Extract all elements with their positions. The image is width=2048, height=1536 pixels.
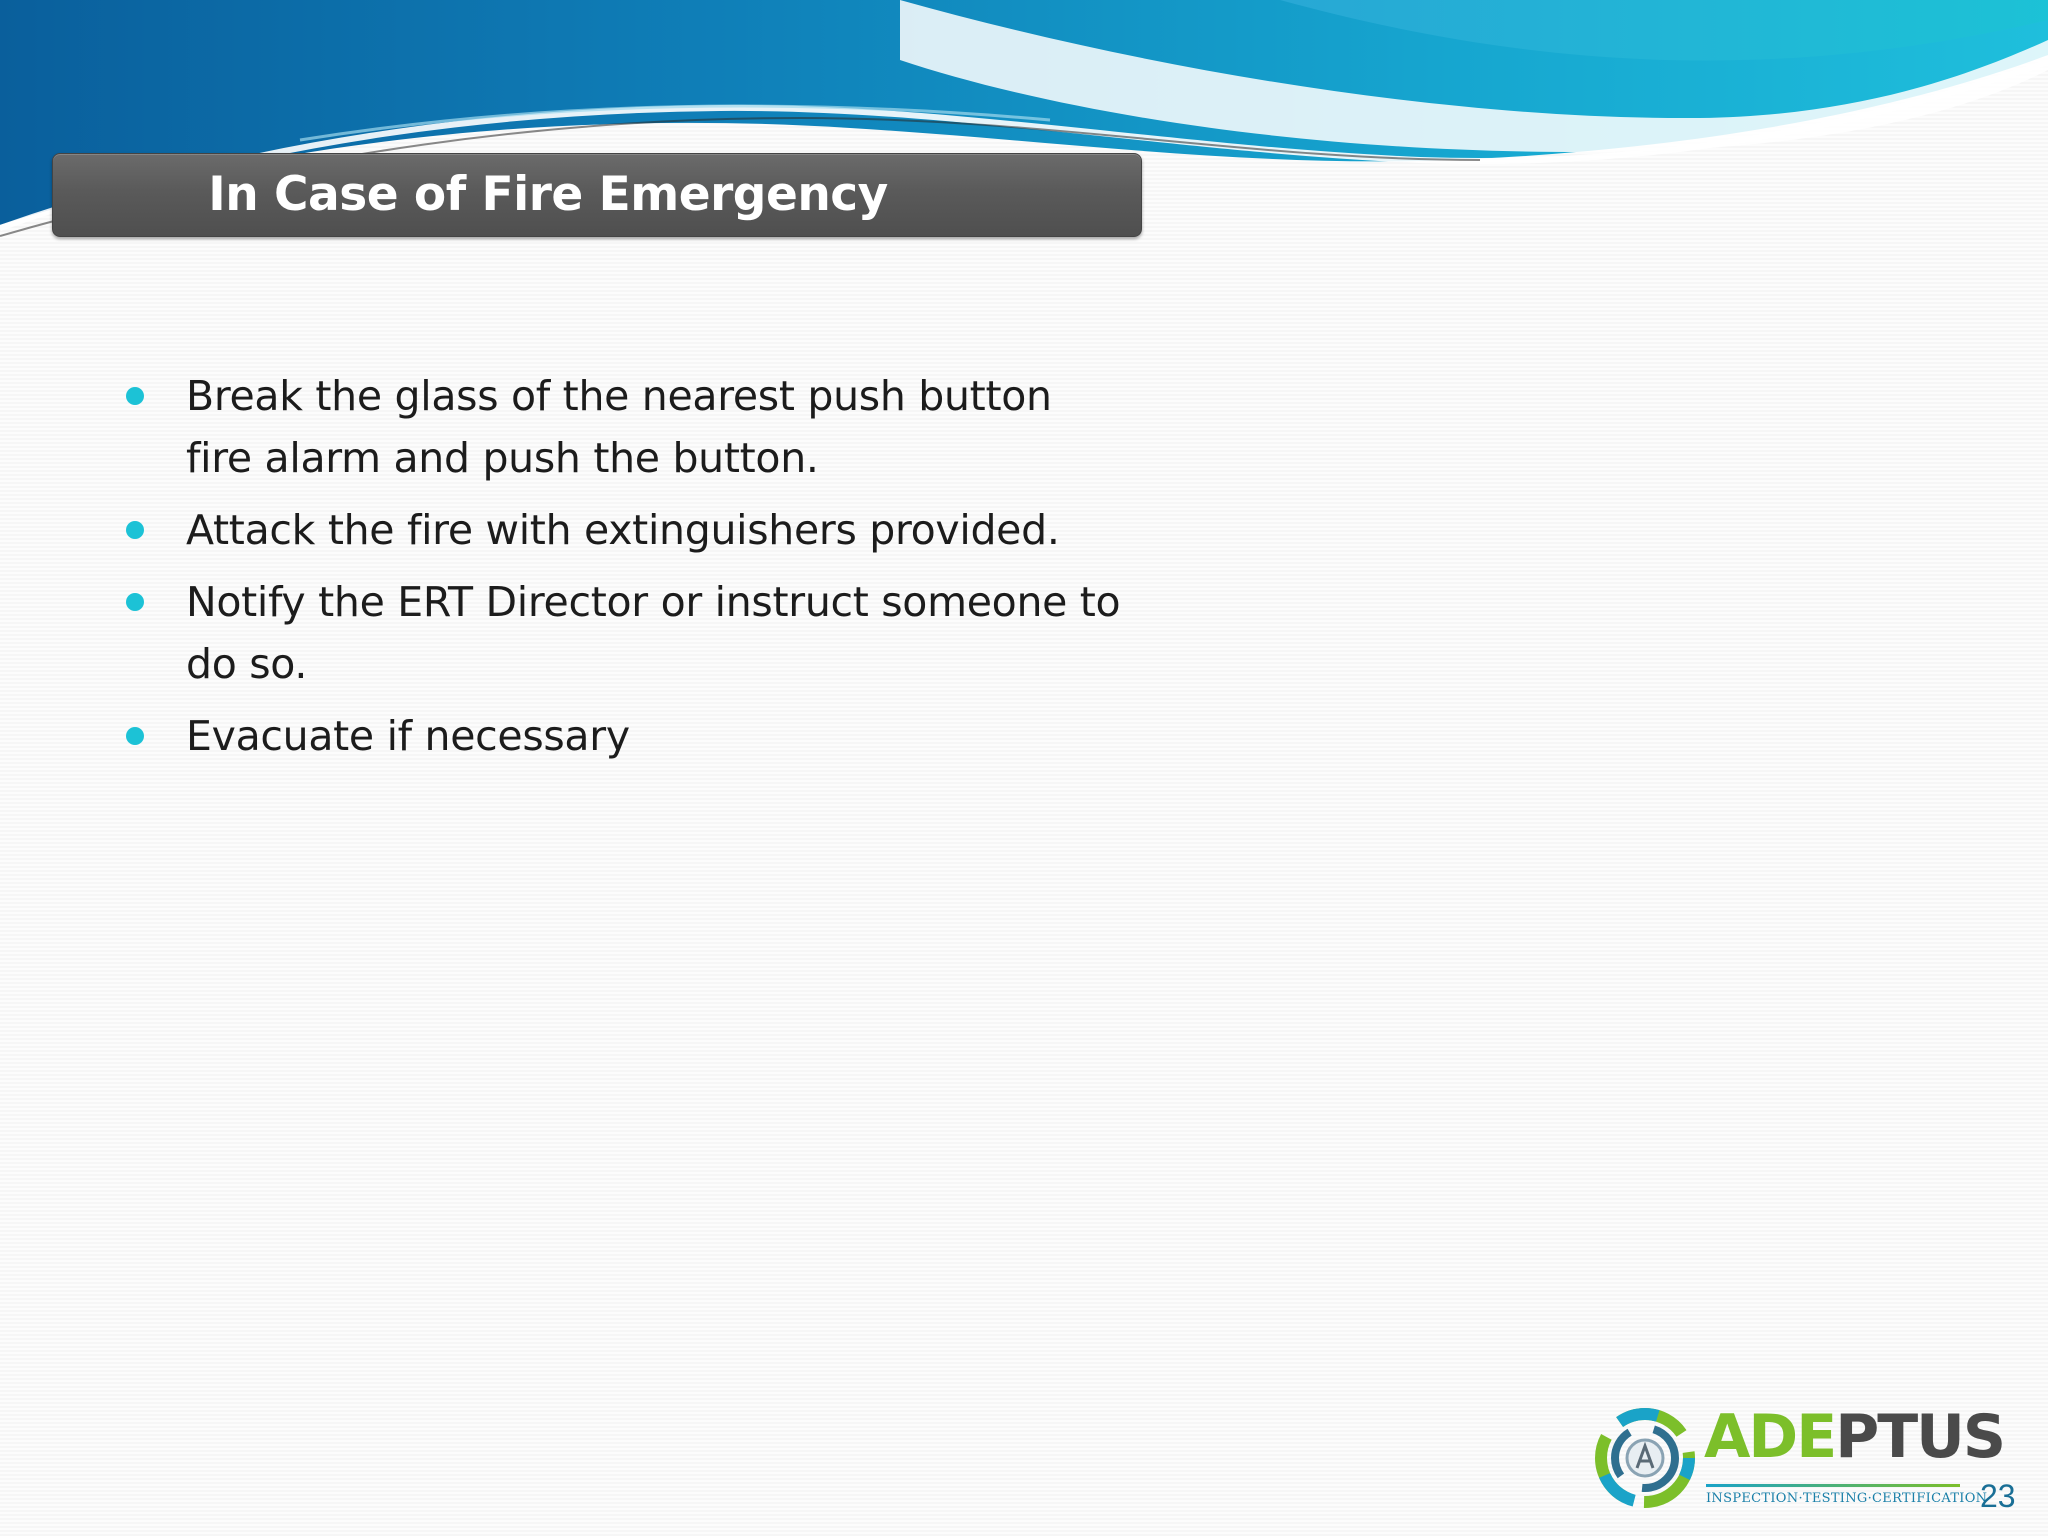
adeptus-emblem-icon — [1590, 1398, 1700, 1516]
bullet-text: Notify the ERT Director or instruct someone to do so. — [186, 578, 1121, 688]
bullet-dot-icon — [126, 387, 144, 405]
title-bar — [52, 153, 1142, 237]
logo-wordmark: ADEPTUS — [1704, 1402, 2005, 1472]
bullet-list — [122, 365, 1122, 777]
bullet-dot-icon — [126, 727, 144, 745]
bullet-item — [122, 499, 1122, 561]
logo-rule — [1706, 1484, 1960, 1487]
slide-title: In Case of Fire Emergency — [208, 167, 888, 222]
bullet-item — [122, 705, 1122, 767]
bullet-item — [122, 365, 1122, 489]
slide-number: 23 — [1980, 1478, 2016, 1514]
bullet-text: Attack the fire with extinguishers provided. — [186, 506, 1060, 554]
bullet-item — [122, 571, 1122, 695]
bullet-text: Break the glass of the nearest push button fire alarm and push the button. — [186, 372, 1052, 482]
bullet-dot-icon — [126, 521, 144, 539]
bullet-text: Evacuate if necessary — [186, 712, 630, 760]
bullet-dot-icon — [126, 593, 144, 611]
logo-tagline: INSPECTION·TESTING·CERTIFICATION — [1706, 1491, 1988, 1506]
